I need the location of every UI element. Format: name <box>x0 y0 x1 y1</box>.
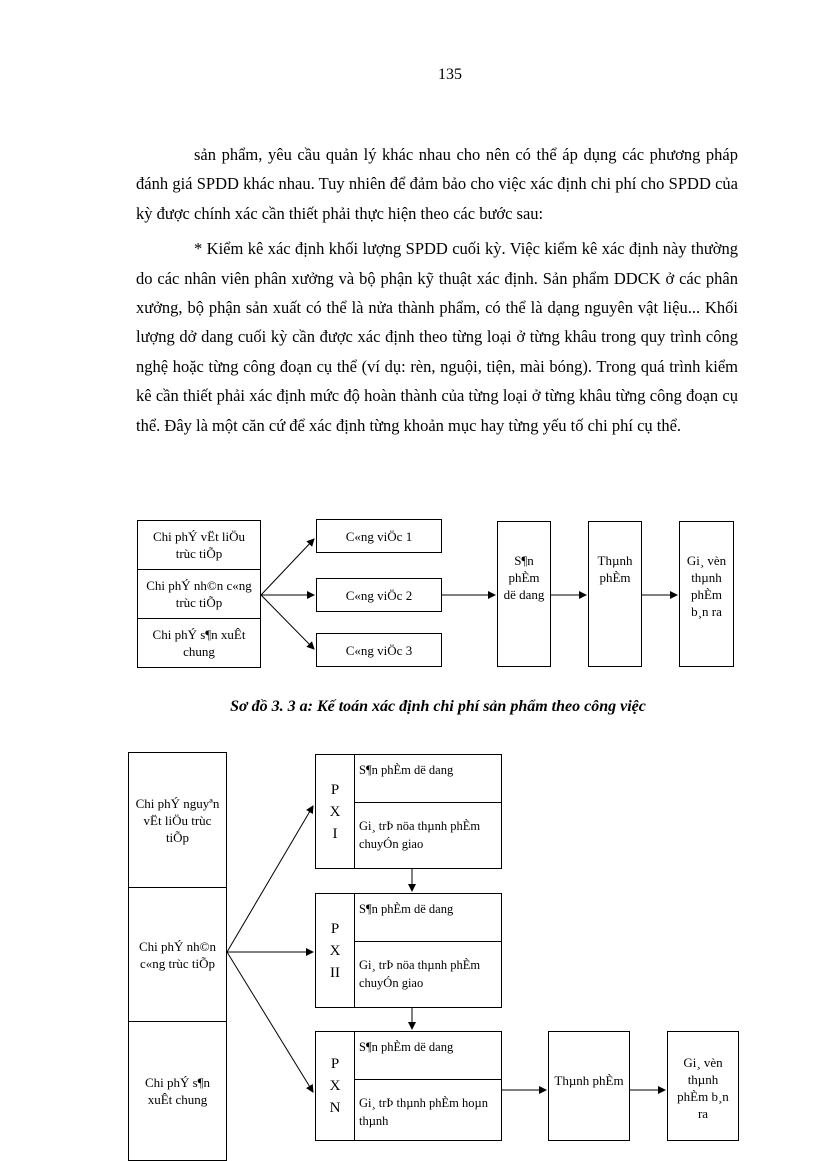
job-box-2: C«ng viÖc 2 <box>316 578 442 612</box>
workshop-label-text: P X II <box>329 920 341 981</box>
cost-of-goods-sold-box: Gi¸ vèn thµnh phÈm b¸n ra <box>667 1031 739 1141</box>
cost-of-goods-sold-box: Gi¸ vèn thµnh phÈm b¸n ra <box>679 521 734 667</box>
cost-box-materials: Chi phÝ vËt liÖu trùc tiÕp <box>137 520 261 570</box>
wip-box: S¶n phÈm dë dang <box>497 521 551 667</box>
cost-box-overhead: Chi phÝ s¶n xuÊt chung <box>128 1021 227 1161</box>
finished-goods-box: Thµnh phÈm <box>548 1031 630 1141</box>
cost-box-labor: Chi phÝ nh©n c«ng trùc tiÕp <box>137 569 261 619</box>
diagram-caption: Sơ đồ 3. 3 a: Kế toán xác định chi phí sản phẩm theo công việc <box>230 698 646 715</box>
workshop-2-transfer: Gi¸ trÞ nöa thµnh phÈm chuyÓn giao <box>354 941 502 1008</box>
finished-goods-box: Thµnh phÈm <box>588 521 642 667</box>
arrow-cost-to-job-3 <box>261 595 314 649</box>
arrow-cost-to-job-1 <box>261 539 314 595</box>
workshop-1-transfer: Gi¸ trÞ nöa thµnh phÈm chuyÓn giao <box>354 802 502 869</box>
job-box-3: C«ng viÖc 3 <box>316 633 442 667</box>
arrow-cost-to-px1 <box>227 806 313 952</box>
cost-box-overhead: Chi phÝ s¶n xuÊt chung <box>137 618 261 668</box>
cost-box-labor: Chi phÝ nh©n c«ng trùc tiÕp <box>128 887 227 1022</box>
workshop-2-wip: S¶n phÈm dë dang <box>354 893 502 942</box>
workshop-label-text: P X N <box>329 1056 341 1116</box>
paragraph: * Kiểm kê xác định khối lượng SPDD cuối kỳ. Việc kiểm kê xác định này thường do các nhân viên phân xưởng và bộ phận kỹ thuật xác định. Sản phẩm DDCK ở các phân xưởng, bộ phận sản xuất có thể là nửa thành phẩm, có thể là dạng nguyên vật liệu... Khối lượng dở dang cuối kỳ cần được xác định theo từng loại ở từng khâu trong quy trình công nghệ hoặc từng công đoạn cụ thể (ví dụ: rèn, nguội, tiện, mài bóng). Trong quá trình kiểm kê cần thiết phải xác định mức độ hoàn thành của từng loại ở từng khâu từng công đoạn cụ thể. Đây là một căn cứ để xác định từng khoản mục hay từng yếu tố chi phí cụ thể. <box>136 239 738 435</box>
workshop-label-text: P X I <box>329 781 341 842</box>
cost-box-materials: Chi phÝ nguyªn vËt liÖu trùc tiÕp <box>128 752 227 888</box>
job-box-1: C«ng viÖc 1 <box>316 519 442 553</box>
workshop-n-wip: S¶n phÈm dë dang <box>354 1031 502 1080</box>
workshop-1-wip: S¶n phÈm dë dang <box>354 754 502 803</box>
workshop-n-finished: Gi¸ trÞ thµnh phÈm hoµn thµnh <box>354 1079 502 1141</box>
paragraph: sản phẩm, yêu cầu quản lý khác nhau cho nên có thể áp dụng các phương pháp đánh giá SPDD khác nhau. Tuy nhiên để đảm bảo cho việc xác định chi phí cho SPDD của kỳ được chính xác cần thiết phải thực hiện theo các bước sau: <box>136 145 738 223</box>
arrow-cost-to-pxn <box>227 952 313 1092</box>
page-number: 135 <box>438 66 462 83</box>
